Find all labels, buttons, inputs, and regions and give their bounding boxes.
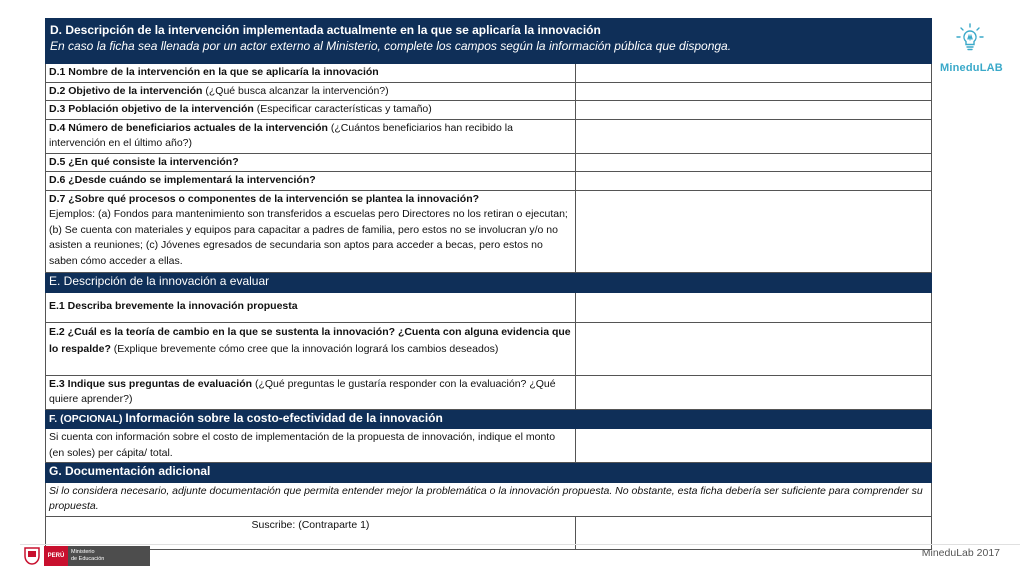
form-row-e2 — [46, 322, 932, 375]
d4-label: D.4 Número de beneficiarios actuales de la intervención — [49, 121, 328, 134]
section-g-title: G. Documentación adicional — [49, 464, 211, 478]
logo-text: MineduLAB — [940, 62, 1003, 74]
signature-label: Suscribe: (Contraparte 1) — [251, 518, 370, 531]
f-answer-cell[interactable] — [576, 429, 932, 463]
d4-hint: (¿Cuántos beneficiarios han recibido la intervención en el último año?) — [49, 121, 513, 149]
intervention-form-table — [45, 18, 932, 550]
d7-answer-cell[interactable] — [576, 190, 932, 272]
d6-answer-cell[interactable] — [576, 172, 932, 191]
form-row-e3 — [46, 375, 932, 409]
section-d-header — [46, 19, 932, 64]
form-row-d6 — [46, 172, 932, 191]
g-text: Si lo considera necesario, adjunte documentación que permita entender mejor la problemática o la innovación propuesta. No obstante, esta ficha debería ser suficiente para comprender su propuesta. — [49, 484, 923, 512]
ministry-name — [68, 546, 150, 566]
d3-label: D.3 Población objetivo de la intervención — [49, 103, 254, 115]
e3-answer-cell[interactable] — [576, 375, 932, 409]
e2-answer-cell[interactable] — [576, 322, 932, 375]
ministry-line-2: de Educación — [71, 556, 105, 562]
d7-label: D.7 ¿Sobre qué procesos o componentes de la intervención se plantea la innovación? — [49, 192, 480, 205]
d5-answer-cell[interactable] — [576, 153, 932, 172]
section-d-subtitle: En caso la ficha sea llenada por un actor externo al Ministerio, complete los campos según la información pública que disponga. — [50, 39, 732, 53]
d2-label: D.2 Objetivo de la intervención — [49, 84, 203, 97]
peru-badge: PERÚ — [44, 546, 68, 566]
footer-divider — [20, 544, 1020, 545]
form-sheet — [45, 18, 931, 533]
ministry-line-1: Ministerio — [71, 549, 95, 555]
form-row-d3 — [46, 101, 932, 120]
d5-label: D.5 ¿En qué consiste la intervención? — [49, 155, 239, 168]
coat-of-arms-icon — [22, 546, 42, 566]
d1-label: D.1 Nombre de la intervención en la que se aplicaría la innovación — [49, 66, 379, 78]
f-text: Si cuenta con información sobre el costo de implementación de la propuesta de innovación, indique el monto (en soles) per cápita/ total. — [49, 431, 556, 459]
section-f-prefix: F. (OPCIONAL) — [49, 412, 126, 425]
d4-answer-cell[interactable] — [576, 119, 932, 153]
lightbulb-icon — [954, 22, 986, 54]
section-e-header — [46, 272, 932, 292]
e2-hint: (Explique brevemente cómo cree que la innovación logrará los cambios deseados) — [110, 342, 499, 355]
section-g-header — [46, 463, 932, 483]
e2-label: E.2 ¿Cuál es la teoría de cambio en la que se sustenta la innovación? ¿Cuenta con alguna evidencia que lo respalde? — [49, 325, 571, 355]
d7-examples: Ejemplos: (a) Fondos para mantenimiento son transferidos a escuelas pero Directores no los retiran o ejecutan; (b) Se cuenta con materiales y equipos para capacitar a padres de familia, pero estos no se involucran y/o no asisten a reuniones; (c) Jóvenes egresados de secundaria son aptos para acceder a becas, pero estos no saben cómo acceder a ellas. — [49, 208, 568, 267]
minedulab-logo — [940, 22, 1003, 74]
d6-label: D.6 ¿Desde cuándo se implementará la intervención? — [49, 174, 316, 186]
e1-answer-cell[interactable] — [576, 292, 932, 322]
form-row-g — [46, 482, 932, 516]
section-f-title: Información sobre la costo-efectividad de la innovación — [125, 410, 443, 425]
form-row-e1 — [46, 292, 932, 322]
form-row-d2 — [46, 82, 932, 101]
section-e-title: E. Descripción de la innovación a evaluar — [49, 273, 270, 288]
d1-answer-cell[interactable] — [576, 64, 932, 83]
ministry-logo — [22, 546, 150, 566]
d2-answer-cell[interactable] — [576, 82, 932, 101]
section-f-header — [46, 409, 932, 429]
d2-hint: (¿Qué busca alcanzar la intervención?) — [202, 84, 389, 97]
form-row-f — [46, 429, 932, 463]
d3-hint: (Especificar características y tamaño) — [253, 103, 432, 115]
e3-label: E.3 Indique sus preguntas de evaluación — [49, 377, 253, 390]
d3-answer-cell[interactable] — [576, 101, 932, 120]
section-d-title: D. Descripción de la intervención implementada actualmente en la que se aplicaría la innovación — [50, 23, 601, 37]
e3-hint: (¿Qué preguntas le gustaría responder con la evaluación? ¿Qué quiere aprender?) — [49, 377, 556, 405]
form-row-d7 — [46, 190, 932, 272]
form-row-d1 — [46, 64, 932, 83]
e1-label: E.1 Describa brevemente la innovación propuesta — [49, 300, 298, 313]
form-row-d4 — [46, 119, 932, 153]
form-row-d5 — [46, 153, 932, 172]
footer-copyright: MineduLab 2017 — [921, 547, 1000, 559]
